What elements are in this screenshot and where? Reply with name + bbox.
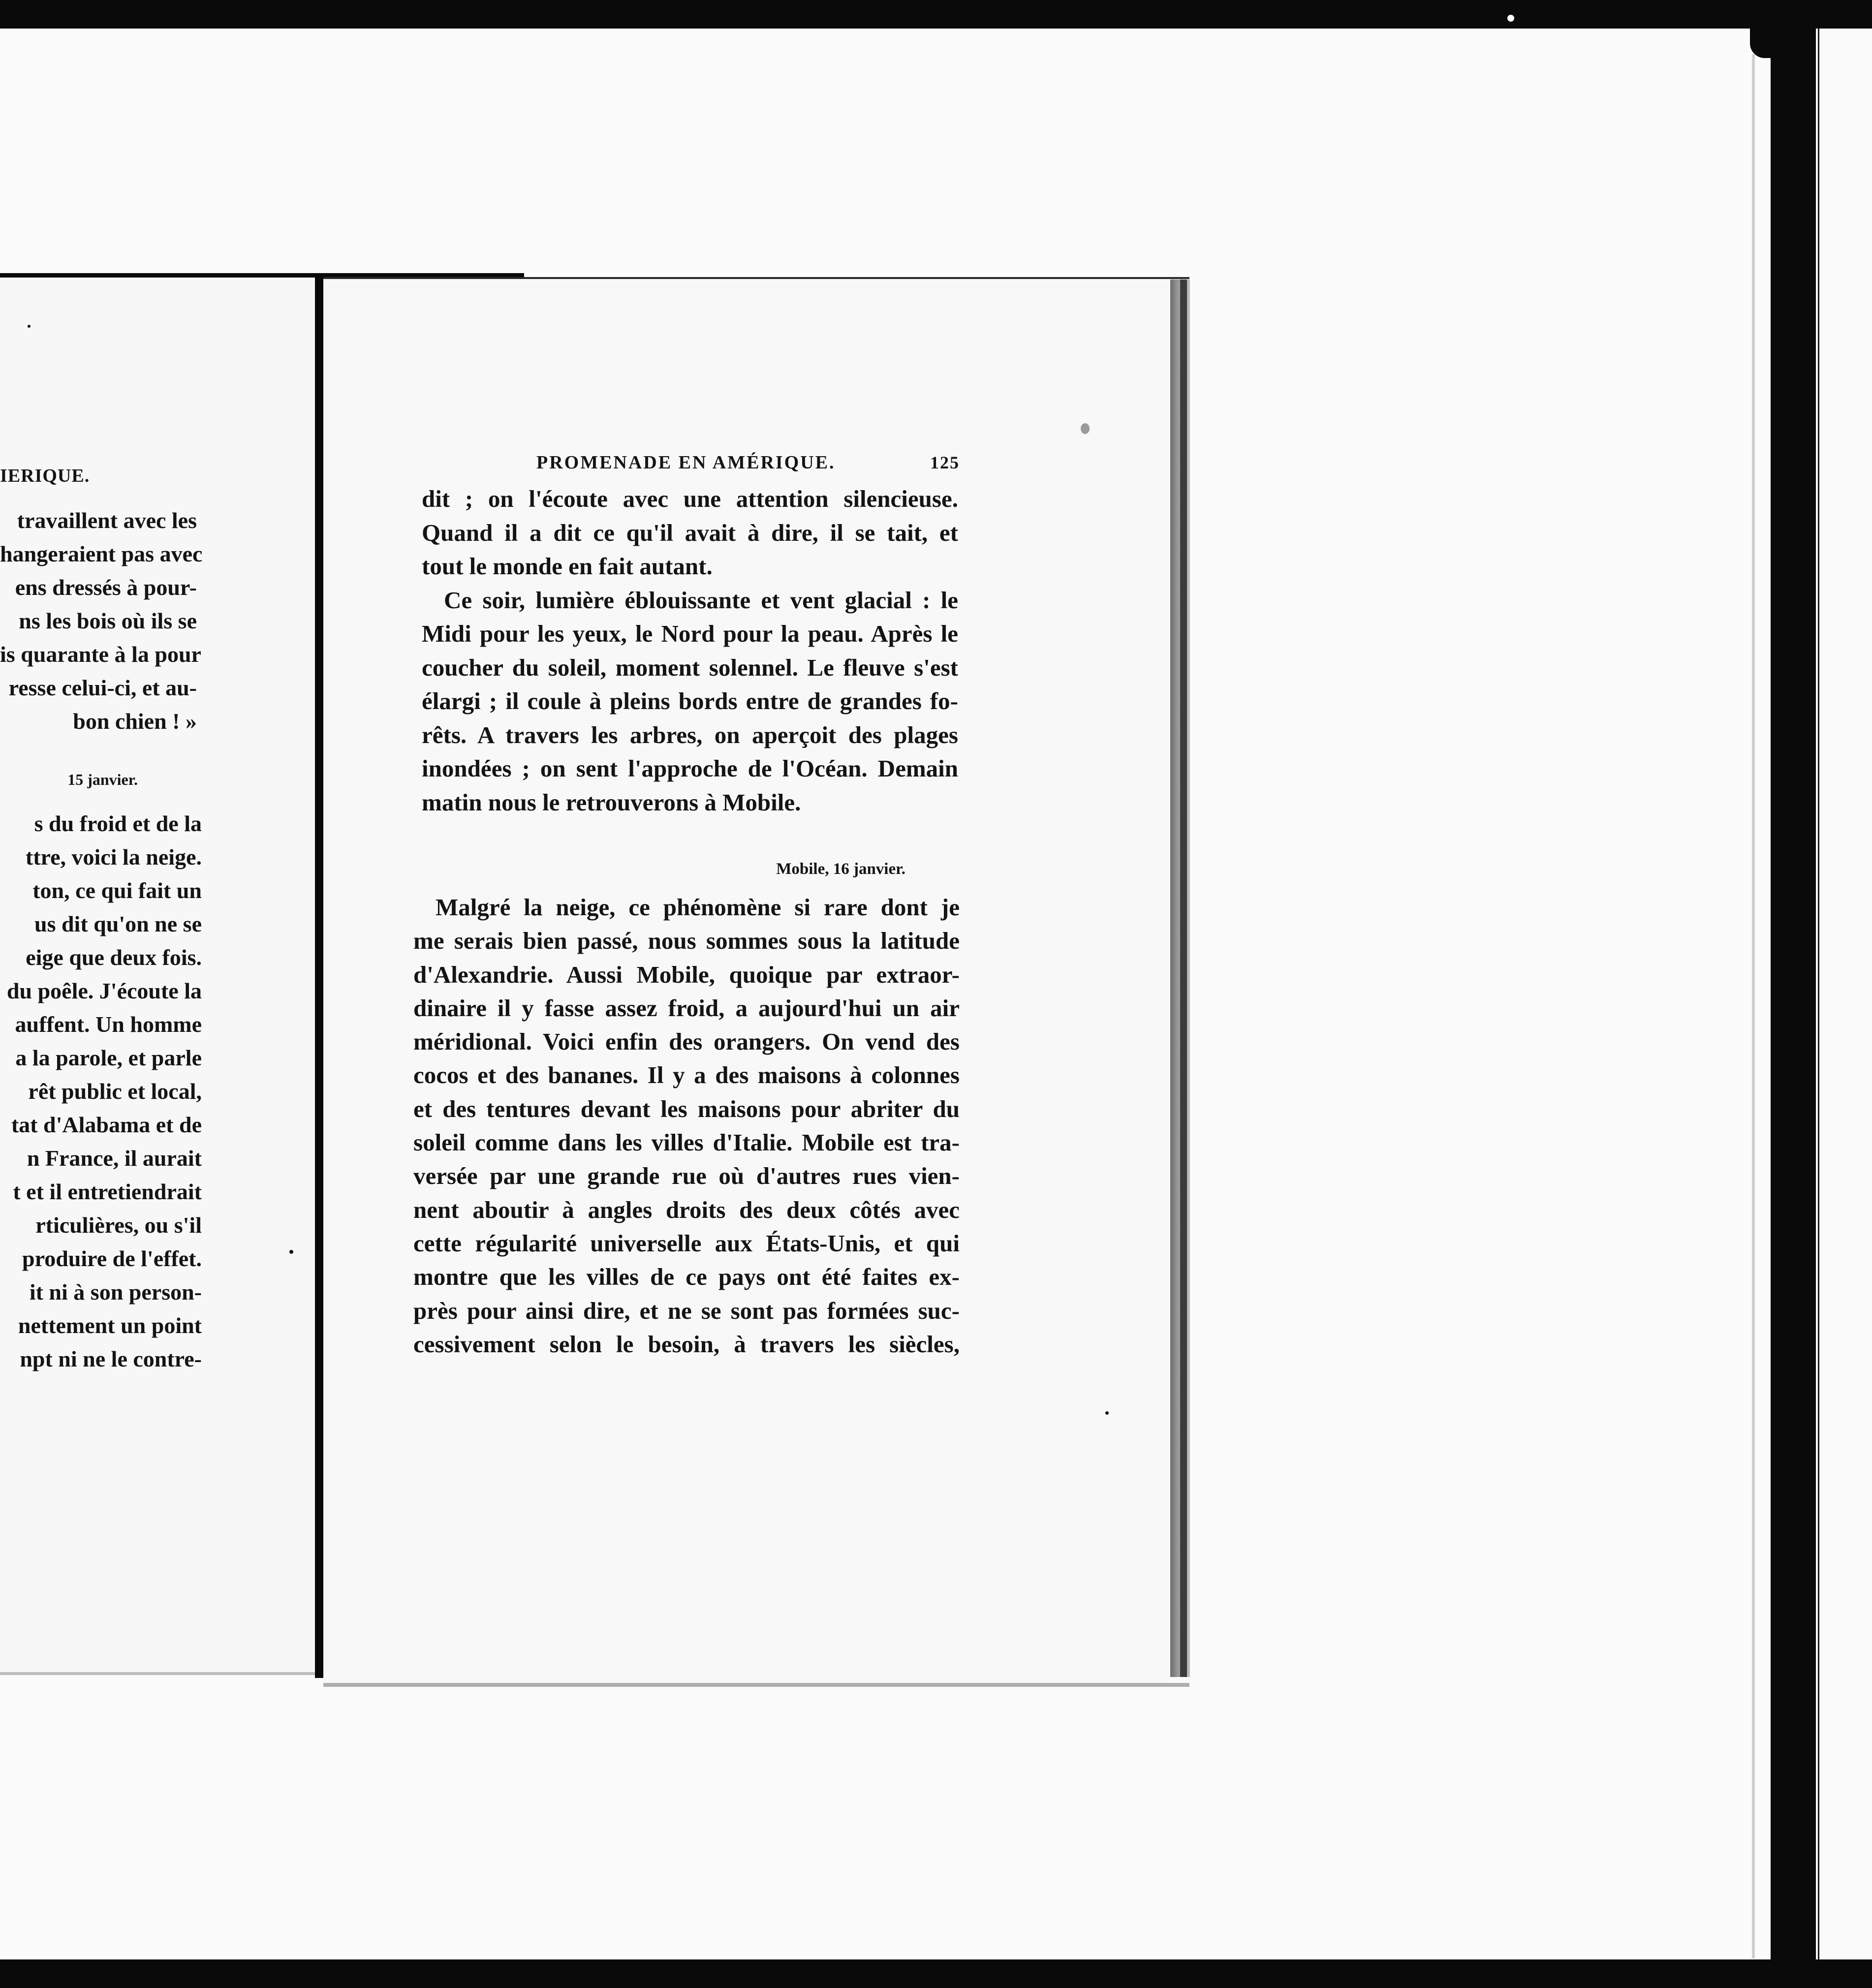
text-line: eige que deux fois. — [26, 945, 202, 970]
text-line: près pour ainsi dire, et ne se sont pas formées suc- — [413, 1297, 960, 1324]
text-line: Midi pour les yeux, le Nord pour la peau. Après le — [422, 620, 958, 647]
text-line: cocos et des bananes. Il y a des maisons à colonnes — [413, 1061, 960, 1089]
text-line: a la parole, et parle — [15, 1045, 202, 1070]
text-line: matin nous le retrouverons à Mobile. — [422, 788, 801, 816]
scan-speck — [289, 1250, 293, 1254]
text-line: méridional. Voici enfin des orangers. On vend des — [413, 1028, 960, 1056]
left-date-heading: 15 janvier. — [67, 771, 138, 788]
text-line: nent aboutir à angles droits des deux côtés avec — [413, 1196, 960, 1223]
text-line: rêts. A travers les arbres, on aperçoit des plages — [422, 721, 958, 748]
text-line: cette régularité universelle aux États-Unis, et qui — [413, 1229, 960, 1257]
right-page-fore-edge-shadow — [1180, 280, 1187, 1677]
right-page-top-edge — [323, 277, 1189, 279]
date-heading: Mobile, 16 janvier. — [776, 860, 905, 878]
text-line: coucher du soleil, moment solennel. Le fleuve s'est — [422, 653, 958, 681]
text-line: ns les bois où ils se — [19, 608, 197, 633]
left-text-block-b — [0, 807, 202, 1376]
text-line: npt ni ne le contre- — [20, 1346, 202, 1371]
scan-speck — [1507, 15, 1514, 22]
text-line: nettement un point — [18, 1313, 202, 1338]
running-title: PROMENADE EN AMÉRIQUE. — [536, 452, 836, 473]
text-line: hangeraient pas avec — [0, 541, 203, 566]
text-line: ttre, voici la neige. — [25, 844, 202, 870]
text-line: d'Alexandrie. Aussi Mobile, quoique par extraor- — [413, 961, 960, 988]
left-page-bottom-edge — [0, 1672, 320, 1675]
text-line: élargi ; il coule à pleins bords entre de grandes fo- — [422, 687, 958, 714]
left-running-head: IERIQUE. — [0, 466, 90, 486]
text-line: dit ; on l'écoute avec une attention silencieuse. — [422, 485, 958, 512]
scan-speck — [1081, 423, 1090, 434]
text-line: et des tentures devant les maisons pour abriter du — [413, 1095, 960, 1122]
text-line: cessivement selon le besoin, à travers les siècles, — [413, 1330, 960, 1358]
scan-frame-right-thin — [1818, 29, 1819, 1959]
text-line: rticulières, ou s'il — [35, 1212, 202, 1238]
text-line: resse celui-ci, et au- — [8, 675, 197, 700]
text-line: soleil comme dans les villes d'Italie. Mobile est tra- — [413, 1129, 960, 1156]
text-line: inondées ; on sent l'approche de l'Océan. Demain — [422, 755, 958, 782]
text-line: rêt public et local, — [28, 1079, 202, 1104]
book-gutter — [315, 276, 323, 1678]
scan-frame-inner-shadow — [1752, 54, 1755, 1958]
scan-frame-corner — [1750, 29, 1771, 58]
text-line: us dit qu'on ne se — [34, 911, 202, 936]
text-line: versée par une grande rue où d'autres rues vien- — [413, 1162, 960, 1190]
text-line: it ni à son person- — [29, 1279, 202, 1305]
text-line: Quand il a dit ce qu'il avait à dire, il se tait, et — [422, 519, 958, 546]
scan-frame-top — [0, 0, 1872, 29]
text-line: bon chien ! » — [73, 709, 197, 734]
left-text-block-a — [0, 504, 203, 738]
right-page-bottom-edge — [323, 1683, 1189, 1687]
scan-frame-right — [1771, 0, 1816, 1988]
body-text-bottom — [413, 891, 960, 1361]
text-line: Malgré la neige, ce phénomène si rare dont je — [436, 894, 960, 921]
text-line: dinaire il y fasse assez froid, a aujourd'hui un air — [413, 994, 960, 1022]
text-line: n France, il aurait — [27, 1146, 202, 1171]
text-line: du poêle. J'écoute la — [6, 978, 202, 1003]
scan-speck — [1105, 1411, 1109, 1415]
text-line: tat d'Alabama et de — [11, 1112, 202, 1137]
text-line: travaillent avec les — [17, 508, 197, 533]
text-line: ens dressés à pour- — [15, 575, 197, 600]
text-line: is quarante à la pour — [0, 642, 201, 667]
scan-right-margin — [1819, 29, 1872, 1959]
text-line: Ce soir, lumière éblouissante et vent glacial : le — [444, 586, 958, 614]
text-line: me serais bien passé, nous sommes sous la latitude — [413, 927, 960, 955]
text-line: produire de l'effet. — [22, 1246, 202, 1271]
text-line: auffent. Un homme — [15, 1012, 202, 1037]
scan-frame-bottom — [0, 1959, 1872, 1988]
page-number: 125 — [930, 453, 960, 472]
running-head — [536, 452, 960, 473]
text-line: montre que les villes de ce pays ont été faites ex- — [413, 1263, 960, 1291]
text-line: s du froid et de la — [34, 811, 202, 836]
body-text-top — [422, 482, 958, 819]
scan-speck — [28, 325, 31, 328]
text-line: tout le monde en fait autant. — [422, 553, 713, 580]
text-line: t et il entretiendrait — [13, 1179, 202, 1204]
text-line: ton, ce qui fait un — [32, 878, 202, 903]
